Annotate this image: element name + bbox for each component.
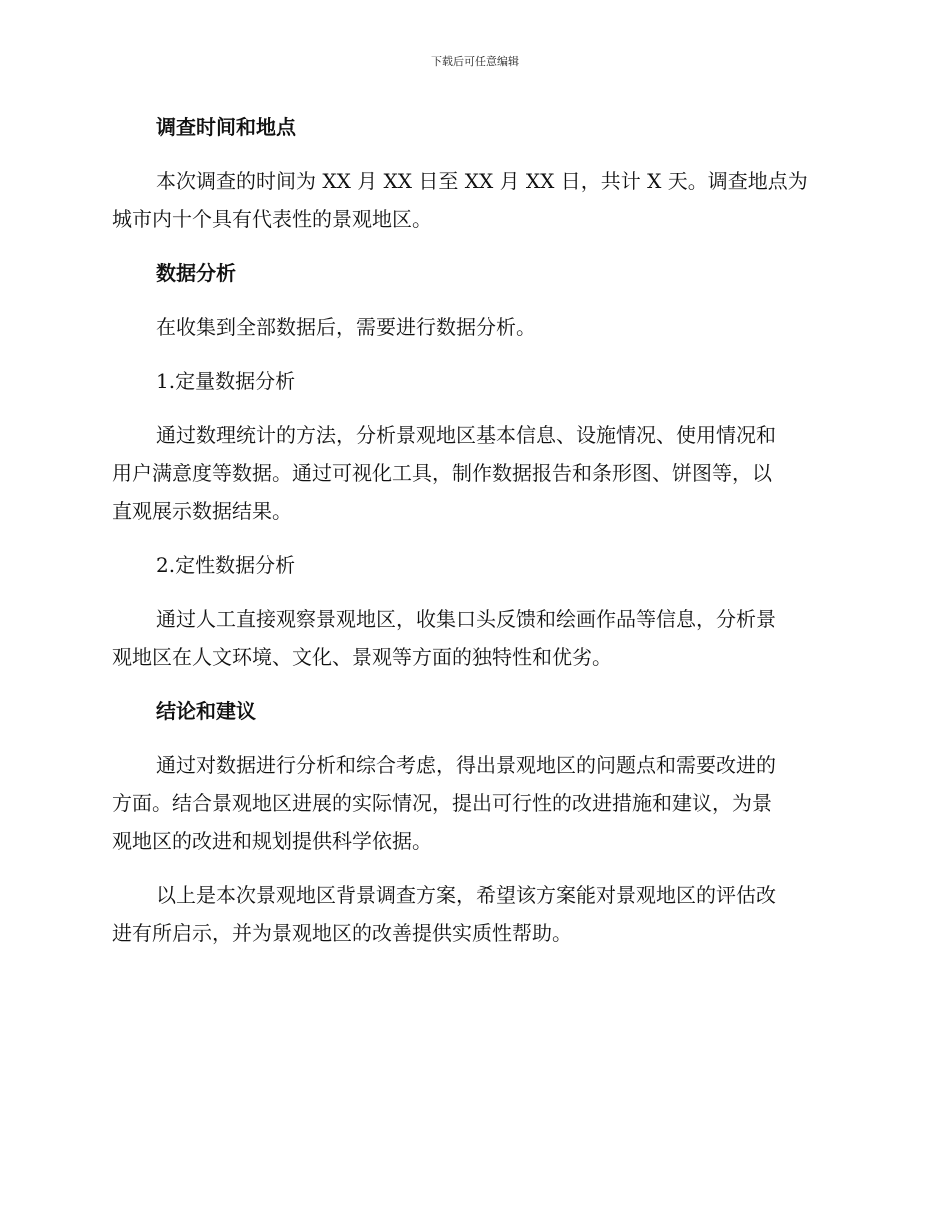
paragraph-line: 进有所启示，并为景观地区的改善提供实质性帮助。	[112, 921, 572, 945]
paragraph-line: 2.定性数据分析	[156, 553, 296, 577]
section-heading-time-place: 调查时间和地点	[156, 115, 296, 139]
subheading-quantitative	[112, 362, 830, 400]
paragraph-line: 观地区的改进和规划提供科学依据。	[112, 829, 432, 853]
paragraph-line: 观地区在人文环境、文化、景观等方面的独特性和优劣。	[112, 645, 612, 669]
paragraph-line: 通过人工直接观察景观地区，收集口头反馈和绘画作品等信息，分析景	[156, 607, 776, 631]
paragraph-line: 在收集到全部数据后，需要进行数据分析。	[156, 315, 536, 339]
paragraph-time-place	[112, 162, 830, 238]
paragraph-qualitative	[112, 600, 830, 676]
paragraph-line: 通过对数据进行分析和综合考虑，得出景观地区的问题点和需要改进的	[156, 753, 776, 777]
paragraph-line: 城市内十个具有代表性的景观地区。	[112, 207, 432, 231]
subheading-qualitative	[112, 546, 830, 584]
paragraph-line: 1.定量数据分析	[156, 369, 296, 393]
section-heading-conclusion: 结论和建议	[156, 699, 256, 723]
paragraph-line: 方面。结合景观地区进展的实际情况，提出可行性的改进措施和建议，为景	[112, 791, 772, 815]
paragraph-line: 用户满意度等数据。通过可视化工具，制作数据报告和条形图、饼图等，以	[112, 461, 772, 485]
paragraph-summary	[112, 876, 830, 952]
section-heading-analysis: 数据分析	[156, 261, 236, 285]
paragraph-line: 直观展示数据结果。	[112, 499, 292, 523]
page-header: 下载后可任意编辑	[431, 55, 519, 68]
paragraph-line: 通过数理统计的方法，分析景观地区基本信息、设施情况、使用情况和	[156, 423, 776, 447]
paragraph-conclusion	[112, 746, 830, 860]
paragraph-line: 以上是本次景观地区背景调查方案，希望该方案能对景观地区的评估改	[156, 883, 776, 907]
paragraph-line: 本次调查的时间为 XX 月 XX 日至 XX 月 XX 日，共计 X 天。调查地点为	[156, 169, 808, 193]
paragraph-analysis-intro	[112, 308, 830, 346]
paragraph-quantitative	[112, 416, 830, 530]
document-body	[112, 108, 830, 968]
